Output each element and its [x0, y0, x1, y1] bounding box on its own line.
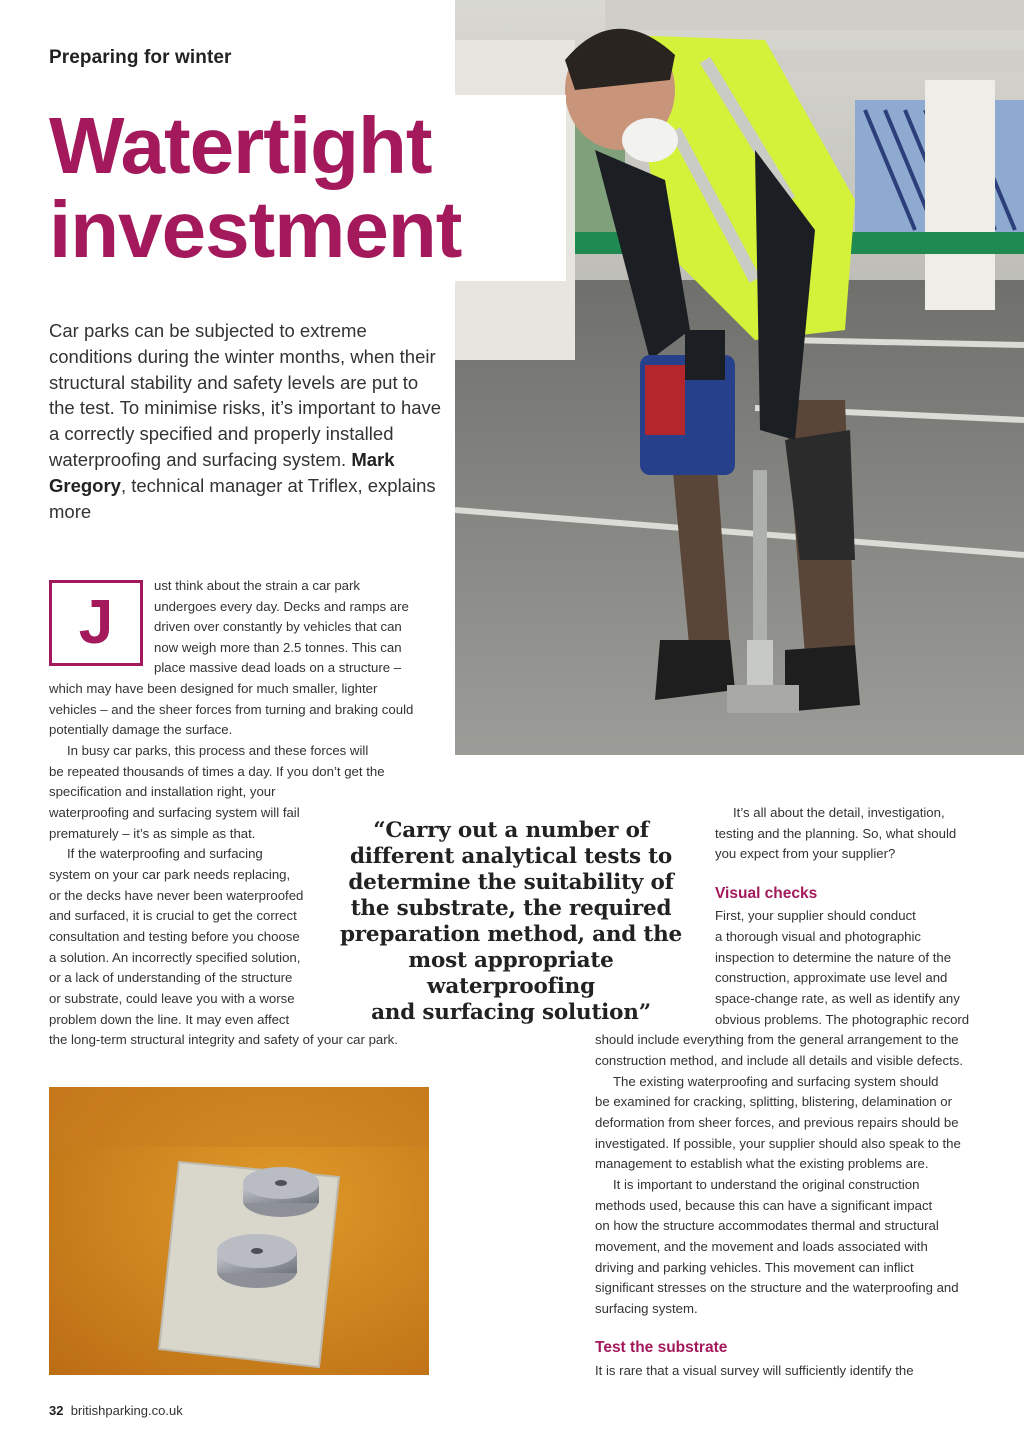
- body-line: should include everything from the general arrangement to the: [595, 1032, 959, 1047]
- pull-quote-line: preparation method, and the: [339, 922, 683, 947]
- pull-quote-line: determine the suitability of: [348, 870, 674, 895]
- section-label: Preparing for winter: [49, 47, 232, 68]
- body-line: be repeated thousands of times a day. If you don’t get the: [49, 764, 385, 779]
- body-line: ust think about the strain a car park: [154, 578, 360, 593]
- body-line: waterproofing and surfacing system will fail: [49, 805, 300, 820]
- body-line: movement, and the movement and loads associated with: [595, 1239, 928, 1254]
- body-line: driven over constantly by vehicles that can: [154, 619, 402, 634]
- drain-detail-photo: [49, 1087, 429, 1375]
- author-name: Mark Gregory: [49, 448, 395, 496]
- body-line: you expect from your supplier?: [715, 846, 896, 861]
- body-line: now weigh more than 2.5 tonnes. This can: [154, 640, 402, 655]
- body-line: construction method, and include all details and visible defects.: [595, 1053, 964, 1068]
- body-line: surfacing system.: [595, 1301, 698, 1316]
- pull-quote-line: the substrate, the required: [350, 896, 672, 921]
- pull-quote-line: different analytical tests to: [349, 844, 673, 869]
- body-line: on how the structure accommodates thermal and structural: [595, 1218, 939, 1233]
- pull-quote-line: most appropriate waterproofing: [408, 948, 614, 999]
- body-line: deformation from sheer forces, and previous repairs should be: [595, 1115, 959, 1130]
- body-line: It is rare that a visual survey will sufficiently identify the: [595, 1363, 914, 1378]
- body-line: a solution. An incorrectly specified solution,: [49, 950, 301, 965]
- standfirst-text: Car parks can be subjected to extreme conditions during the winter months, when their structural stability and safety levels are put to the test. To minimise risks, it’s important to have a correctly specified and properly installed waterproofing and surfacing system.: [49, 320, 442, 470]
- standfirst: [49, 318, 444, 524]
- body-line: If the waterproofing and surfacing: [67, 846, 263, 861]
- pull-quote: [330, 818, 692, 1026]
- body-line: First, your supplier should conduct: [715, 908, 916, 923]
- body-line: space-change rate, as well as identify any: [715, 991, 960, 1006]
- body-line: and surfaced, it is crucial to get the correct: [49, 908, 297, 923]
- body-line: testing and the planning. So, what should: [715, 826, 957, 841]
- body-line: obvious problems. The photographic record: [715, 1012, 970, 1027]
- body-line: system on your car park needs replacing,: [49, 867, 291, 882]
- author-role: , technical manager at Triflex, explains more: [49, 474, 436, 522]
- body-line: consultation and testing before you choose: [49, 929, 300, 944]
- body-line: driving and parking vehicles. This movement can inflict: [595, 1260, 914, 1275]
- headline: [49, 101, 462, 274]
- body-line: be examined for cracking, splitting, blistering, delamination or: [595, 1094, 952, 1109]
- body-line: potentially damage the surface.: [49, 722, 233, 737]
- body-line: methods used, because this can have a significant impact: [595, 1198, 933, 1213]
- website-link[interactable]: britishparking.co.uk: [70, 1403, 183, 1418]
- body-line: the long-term structural integrity and safety of your car park.: [49, 1032, 398, 1047]
- body-line: In busy car parks, this process and these forces will: [67, 743, 369, 758]
- body-line: which may have been designed for much smaller, lighter: [49, 681, 378, 696]
- body-line: The existing waterproofing and surfacing system should: [613, 1074, 939, 1089]
- body-line: undergoes every day. Decks and ramps are: [154, 599, 409, 614]
- body-line: significant stresses on the structure and the waterproofing and: [595, 1280, 959, 1295]
- drop-cap: J: [49, 580, 143, 666]
- body-line: or a lack of understanding of the structure: [49, 970, 293, 985]
- headline-line: Watertight: [49, 101, 432, 190]
- body-line: inspection to determine the nature of the: [715, 950, 952, 965]
- drain-fittings-illustration: [49, 1087, 429, 1375]
- body-line: management to establish what the existing problems are.: [595, 1156, 929, 1171]
- body-line: prematurely – it’s as simple as that.: [49, 826, 256, 841]
- headline-line: investment: [49, 185, 462, 274]
- body-line: problem down the line. It may even affect: [49, 1012, 290, 1027]
- subhead-visual-checks: Visual checks: [715, 885, 818, 902]
- body-line: It’s all about the detail, investigation,: [733, 805, 945, 820]
- pull-quote-line: “Carry out a number of: [373, 818, 649, 843]
- body-line: vehicles – and the sheer forces from turning and braking could: [49, 702, 414, 717]
- page-footer: [49, 1403, 183, 1418]
- body-line: a thorough visual and photographic: [715, 929, 922, 944]
- body-line: investigated. If possible, your supplier should also speak to the: [595, 1136, 961, 1151]
- body-line: place massive dead loads on a structure –: [154, 660, 402, 675]
- body-line: or substrate, could leave you with a worse: [49, 991, 295, 1006]
- body-line: or the decks have never been waterproofed: [49, 888, 304, 903]
- page-number: 32: [49, 1403, 64, 1418]
- subhead-test-substrate: Test the substrate: [595, 1339, 728, 1356]
- body-line: construction, approximate use level and: [715, 970, 948, 985]
- body-line: specification and installation right, your: [49, 784, 276, 799]
- body-line: It is important to understand the original construction: [613, 1177, 920, 1192]
- pull-quote-line: and surfacing solution”: [371, 1000, 651, 1025]
